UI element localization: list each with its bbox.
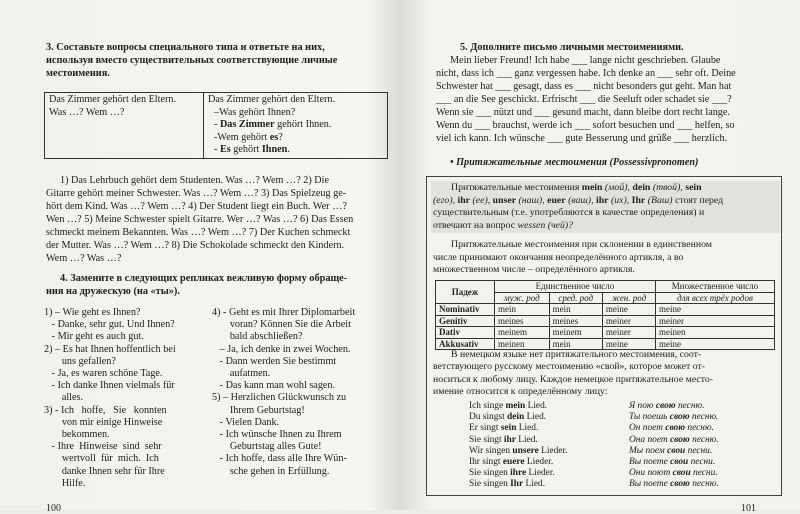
form-cell: meine xyxy=(602,338,655,350)
dialog-line: - Ich danke Ihnen vielmals für xyxy=(44,380,175,392)
letter-line: Wenn sie ___ nützt und ___ gesund macht, dann bleibe dort recht lange. xyxy=(436,107,730,118)
form-cell: meine xyxy=(602,304,655,316)
masc-header: муж. род xyxy=(495,292,550,304)
russian-translation: Я пою свою песню. xyxy=(629,401,705,411)
dialog-column-1 xyxy=(44,307,219,490)
dialog-line: aufatmen. xyxy=(212,368,271,380)
form-cell: meines xyxy=(495,315,550,327)
dialog-line: Geburtstag alles Gute! xyxy=(212,441,322,453)
form-cell: meinen xyxy=(655,327,774,339)
case-header: Падеж xyxy=(436,281,495,304)
german-example: Sie singen ihre Lieder. xyxy=(469,468,555,479)
rule-line: В немецком языке нет притяжательного местоимения, соот- xyxy=(451,349,702,360)
page-number-left: 100 xyxy=(46,503,61,514)
dialog-line: - Vielen Dank. xyxy=(212,416,280,428)
example-line: Das Zimmer gehört den Eltern. xyxy=(208,94,336,105)
german-example: Sie singt ihr Lied. xyxy=(469,434,538,445)
grammar-rule-box xyxy=(426,176,782,496)
rule-line: ветствующего русскому местоимению «свой», которое может от- xyxy=(433,361,706,373)
rule-paragraph-2 xyxy=(433,239,778,277)
page-number-right: 101 xyxy=(741,503,756,514)
plural-header: Множественное число xyxy=(655,281,774,293)
possessive-subheading: • Притяжательные местоимения (Possessivpronomen) xyxy=(450,157,699,168)
example-answer-cell xyxy=(204,93,388,159)
rule-line: числе принимают окончания неопределённого артикля, а во xyxy=(433,251,684,263)
exercise-line: 1) Das Lehrbuch gehört dem Studenten. Was …? Wem …? 2) Die xyxy=(60,175,330,186)
dialog-line: 3) - Ich hoffe, Sie konnten xyxy=(44,404,167,416)
rule-line: Притяжательные местоимения mein (мой), dein (твой), sein xyxy=(451,182,702,193)
letter-line: Mein lieber Freund! Ich habe ___ lange nicht geschrieben. Glaube xyxy=(450,55,721,66)
dialog-line: alles. xyxy=(44,392,84,404)
dialog-line: - Ja, es waren schöne Tage. xyxy=(44,368,163,380)
dialog-column-2 xyxy=(212,307,392,478)
example-line: -Wem gehört es? xyxy=(214,131,283,143)
russian-translation: Он поет свою песню. xyxy=(629,423,714,434)
letter-line: Schwester hat ___ gesagt, dass es ___ nicht besonders gut geht. Man hat xyxy=(436,81,732,92)
case-cell: Dativ xyxy=(436,327,495,339)
letter-line: nicht, dass ich ___ ganz vergessen habe. Ich denke an ___ sehr oft. Deine xyxy=(436,68,736,79)
fem-header: жен. род xyxy=(602,292,655,304)
form-cell: mein xyxy=(549,338,602,350)
dialog-line: danke Ihnen sehr für Ihre xyxy=(44,465,165,477)
rule-line: носиться к любому лицу. Каждое немецкое притяжательное место- xyxy=(433,373,714,385)
form-cell: meine xyxy=(655,338,774,350)
exercise-line: Gitarre gehört meiner Schwester. Was …? Wem …? 3) Das Spielzeug ge- xyxy=(46,188,347,199)
neut-header: сред. род xyxy=(549,292,602,304)
task5-title: 5. Дополните письмо личными местоимениями. xyxy=(460,42,684,53)
rule-line: имение относится к определённому лицу: xyxy=(433,386,608,398)
task4-title xyxy=(46,272,388,298)
dialog-line: Ihrem Geburtstag! xyxy=(212,404,305,416)
russian-translation: Ты поешь свою песню. xyxy=(629,412,719,423)
example-line: –Was gehört Ihnen? xyxy=(214,106,296,118)
exercise-line: hört dem Kind. Was …? Wem …? 4) Der Student liegt ein Buch. Wer …? xyxy=(46,201,347,212)
dialog-line: – Ja, ich denke in zwei Wochen. xyxy=(212,343,351,355)
form-cell: meiner xyxy=(602,327,655,339)
task3-title-line: местоимения. xyxy=(46,68,110,79)
rule-line: (его), ihr (ее), unser (наш), euer (ваш), ihr (их), Ihr (Ваш) стоят перед xyxy=(433,194,724,206)
dialog-line: von mir einige Hinweise xyxy=(44,416,163,428)
task4-title-line: 4. Замените в следующих репликах вежливую форму обраще- xyxy=(60,273,348,284)
german-example: Du singst dein Lied. xyxy=(469,412,547,423)
german-example: Er singt sein Lied. xyxy=(469,423,539,434)
dialog-line: 5) – Herzlichen Glückwunsch zu xyxy=(212,392,347,404)
rule-line: существительным (т.е. употребляются в качестве определения) и xyxy=(433,207,705,219)
table-row xyxy=(436,315,775,327)
dialog-line: - Das kann man wohl sagen. xyxy=(212,380,336,392)
declension-table xyxy=(435,280,775,350)
example-line: - Das Zimmer gehört Ihnen. xyxy=(214,119,332,130)
dialog-line: - Danke, sehr gut. Und Ihnen? xyxy=(44,319,175,331)
case-cell: Nominativ xyxy=(436,304,495,316)
table-row xyxy=(436,327,775,339)
dialog-line: - Ich hoffe, dass alle Ihre Wün- xyxy=(212,453,347,465)
dialog-line: - Mir geht es auch gut. xyxy=(44,331,144,343)
task3-title-line: 3. Составьте вопросы специального типа и ответьте на них, xyxy=(46,42,325,53)
form-cell: meine xyxy=(655,304,774,316)
exercise-line: Wen …? 5) Meine Schwester spielt Gitarre. Wer …? Was …? 6) Das Essen xyxy=(46,214,354,225)
dialog-line: - Ihre Hinweise sind sehr xyxy=(44,441,162,453)
letter-line: Wenn du ___ brauchst, werde ich ___ sofort besuchen und ___ helfen, so xyxy=(436,120,735,131)
task3-title-line: используя вместо существительных соответствующие личные xyxy=(46,55,338,66)
form-cell: meinen xyxy=(495,338,550,350)
dialog-line: - Ich wünsche Ihnen zu Ihrem xyxy=(212,429,342,441)
example-sentences xyxy=(469,401,779,493)
right-page xyxy=(404,0,800,514)
german-example: Wir singen unsere Lieder. xyxy=(469,445,568,456)
exercise-line: schmeckt meinem Bekannten. Was …? Wem …? 7) Der Kuchen schmeckt xyxy=(46,227,351,238)
german-example: Ihr singt euere Lieder. xyxy=(469,457,554,467)
table-row xyxy=(436,338,775,350)
task4-title-line: ния на дружескую (на «ты»). xyxy=(46,286,180,297)
example-table xyxy=(44,92,388,159)
dialog-line: 1) – Wie geht es Ihnen? xyxy=(44,307,141,318)
form-cell: meinem xyxy=(549,327,602,339)
dialog-line: wertvoll für mich. Ich xyxy=(44,453,159,465)
russian-translation: Мы поем свои песни. xyxy=(629,445,713,456)
form-cell: mein xyxy=(549,304,602,316)
german-example: Sie singen Ihr Lied. xyxy=(469,479,546,490)
form-cell: meines xyxy=(549,315,602,327)
form-cell: meiner xyxy=(655,315,774,327)
rule-line: множественном числе – определённого артикля. xyxy=(433,264,635,276)
case-cell: Genitiv xyxy=(436,315,495,327)
form-cell: meinem xyxy=(495,327,550,339)
dialog-line: 2) – Es hat Ihnen hoffentlich bei xyxy=(44,343,176,355)
task3-title xyxy=(46,41,386,80)
singular-header: Единственное число xyxy=(495,281,656,293)
russian-translation: Она поет свою песню. xyxy=(629,434,719,445)
example-line: Das Zimmer gehört den Eltern. xyxy=(49,94,177,105)
exercise-line: Wem …? Was …? xyxy=(46,253,122,264)
dialog-line: Hilfe. xyxy=(44,477,86,489)
dialog-line: 4) - Geht es mit Ihrer Diplomarbeit xyxy=(212,307,356,318)
dialog-line: - Dann werden Sie bestimmt xyxy=(212,355,337,367)
task3-exercise-text xyxy=(46,174,388,265)
letter-line: ___ an die See geschickt. Erfrischt ___ die Seeluft oder schadet sie ___? xyxy=(436,94,732,105)
all-genders-header: для всех трёх родов xyxy=(655,292,774,304)
russian-translation: Вы поете свои песни. xyxy=(629,457,716,467)
rule-line: отвечают на вопрос wessen (чей)? xyxy=(433,219,574,231)
case-cell: Akkusativ xyxy=(436,338,495,350)
dialog-line: bald abschließen? xyxy=(212,331,303,343)
dialog-line: bekommen. xyxy=(44,429,110,441)
dialog-line: sche gehen in Erfüllung. xyxy=(212,465,330,477)
rule-paragraph-3 xyxy=(433,349,778,399)
example-line: - Es gehört Ihnen. xyxy=(214,144,290,155)
exercise-line: der Mutter. Was …? Wem …? 8) Die Schokolade schmeckt den Kindern. xyxy=(46,240,345,251)
rule-line: Притяжательные местоимения при склонении в единственном xyxy=(451,239,712,250)
form-cell: meiner xyxy=(602,315,655,327)
table-row xyxy=(436,304,775,316)
russian-translation: Вы поете свою песню. xyxy=(629,479,719,490)
rule-paragraph-1 xyxy=(431,181,780,233)
letter-line: viel ich kann. Ich wünsche ___ gute Besserung und grüße ___ herzlich. xyxy=(436,133,728,144)
letter-text xyxy=(436,54,776,145)
russian-translation: Они поют свои песни. xyxy=(629,468,718,479)
form-cell: mein xyxy=(495,304,550,316)
example-line: Was …? Wem …? xyxy=(49,106,125,118)
dialog-line: voran? Können Sie die Arbeit xyxy=(212,319,351,331)
german-example: Ich singe mein Lied. xyxy=(469,401,548,411)
dialog-line: uns gefallen? xyxy=(44,355,116,367)
example-question-cell xyxy=(45,93,204,159)
